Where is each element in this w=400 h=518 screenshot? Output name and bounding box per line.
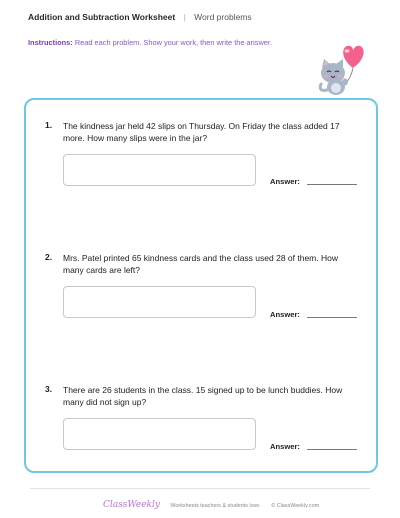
- footer-tagline: Worksheets teachers & students love.: [170, 503, 261, 509]
- footer-divider: [30, 488, 370, 489]
- work-box[interactable]: [63, 286, 256, 318]
- answer-line[interactable]: [307, 184, 357, 185]
- answer-label: Answer:: [270, 442, 300, 451]
- cat-with-heart-balloon-icon: [312, 40, 374, 102]
- work-box[interactable]: [63, 154, 256, 186]
- instructions: [28, 38, 272, 47]
- problem-number: 2.: [45, 252, 53, 262]
- instructions-label: Instructions:: [28, 38, 73, 47]
- problem-text: The kindness jar held 42 slips on Thursday. On Friday the class added 17 more. How many slips were in the jar?: [63, 121, 340, 143]
- footer: [103, 494, 319, 512]
- worksheet-header: [28, 12, 252, 22]
- problems-card: [24, 98, 378, 473]
- answer-label: Answer:: [270, 177, 300, 186]
- worksheet-title: Addition and Subtraction Worksheet: [28, 12, 176, 22]
- answer-line[interactable]: [307, 317, 357, 318]
- footer-copyright: © ClassWeekly.com: [271, 503, 320, 509]
- problem-text: Mrs. Patel printed 65 kindness cards and the class used 28 of them. How many cards are left?: [63, 253, 338, 275]
- work-box[interactable]: [63, 418, 256, 450]
- brand-logo: ClassWeekly: [103, 500, 160, 510]
- instructions-text: Read each problem. Show your work, then write the answer.: [74, 38, 273, 47]
- problem-number: 3.: [45, 384, 53, 394]
- answer-label: Answer:: [270, 310, 300, 319]
- answer-line[interactable]: [307, 449, 357, 450]
- problem-text: There are 26 students in the class. 15 signed up to be lunch buddies. How many did not sign up?: [63, 385, 343, 407]
- problem-number: 1.: [45, 120, 53, 130]
- header-separator: |: [183, 12, 186, 22]
- worksheet-subtitle: Word problems: [194, 12, 252, 22]
